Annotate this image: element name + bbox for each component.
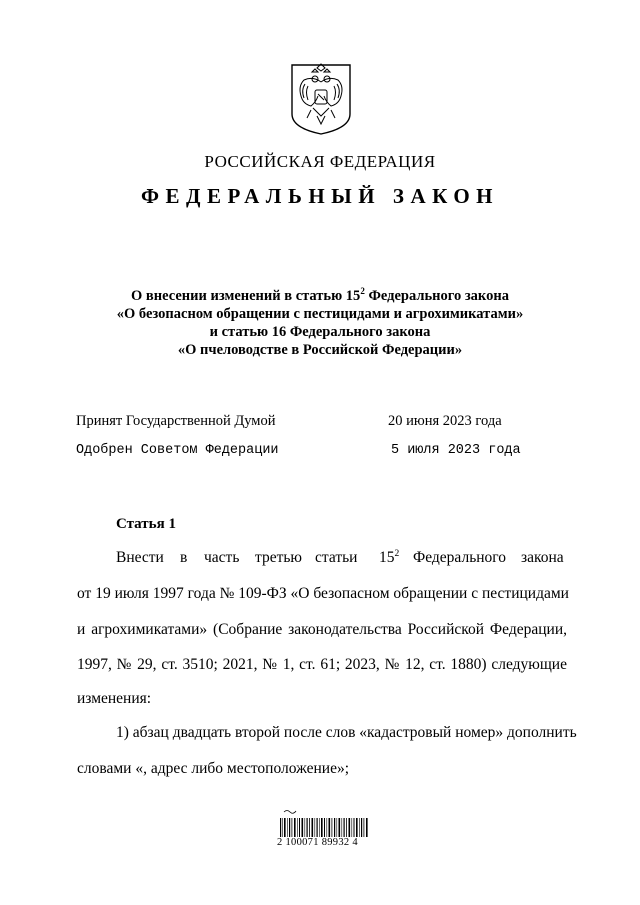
- paragraph-line: третью: [255, 549, 303, 566]
- barcode: [272, 808, 382, 858]
- duma-adoption-date: 20 июня 2023 года: [388, 413, 502, 429]
- title-line-2: «О безопасном обращении с пестицидами и агрохимикатами»: [116, 306, 524, 322]
- paragraph-line: 1997, № 29, ст. 3510; 2021, № 1, ст. 61; 2023, № 12, ст. 1880) следующие: [77, 656, 567, 673]
- paragraph-line: статьи: [315, 549, 358, 566]
- state-emblem-icon: [289, 62, 353, 136]
- paragraph-line: в: [180, 549, 188, 566]
- paragraph-line: Федерального: [413, 549, 507, 566]
- document-type: ФЕДЕРАЛЬНЫЙ ЗАКОН: [141, 184, 499, 208]
- article-heading: Статья 1: [116, 516, 176, 532]
- council-approval-date: 5 июля 2023 года: [391, 443, 521, 458]
- paragraph-line: часть: [204, 549, 240, 566]
- paragraph-line: от 19 июля 1997 года № 109-ФЗ «О безопасном обращении с пестицидами: [77, 585, 569, 602]
- paragraph-line: Внести: [116, 549, 164, 566]
- council-approval-label: Одобрен Советом Федерации: [76, 443, 279, 458]
- title-line-1: О внесении изменений в статью $15^2$ Федерального закона: [131, 286, 509, 304]
- paragraph-line: изменения:: [77, 690, 152, 707]
- article-number: $15^2$: [379, 548, 400, 566]
- title-line-3: и статью 16 Федерального закона: [209, 324, 431, 340]
- title-line-4: «О пчеловодстве в Российской Федерации»: [177, 342, 463, 358]
- law-title: [0, 287, 640, 359]
- barcode-number: 2 100071 89932 4: [277, 837, 358, 848]
- paragraph-line: и агрохимикатами» (Собрание законодательства Российской Федерации,: [77, 621, 567, 638]
- duma-adoption-label: Принят Государственной Думой: [76, 413, 276, 429]
- list-item-line: словами «, адрес либо местоположение»;: [77, 760, 350, 777]
- list-item-line: 1) абзац двадцать второй после слов «кадастровый номер» дополнить: [116, 724, 577, 741]
- paragraph-line: закона: [521, 549, 564, 566]
- country-name: РОССИЙСКАЯ ФЕДЕРАЦИЯ: [204, 152, 436, 171]
